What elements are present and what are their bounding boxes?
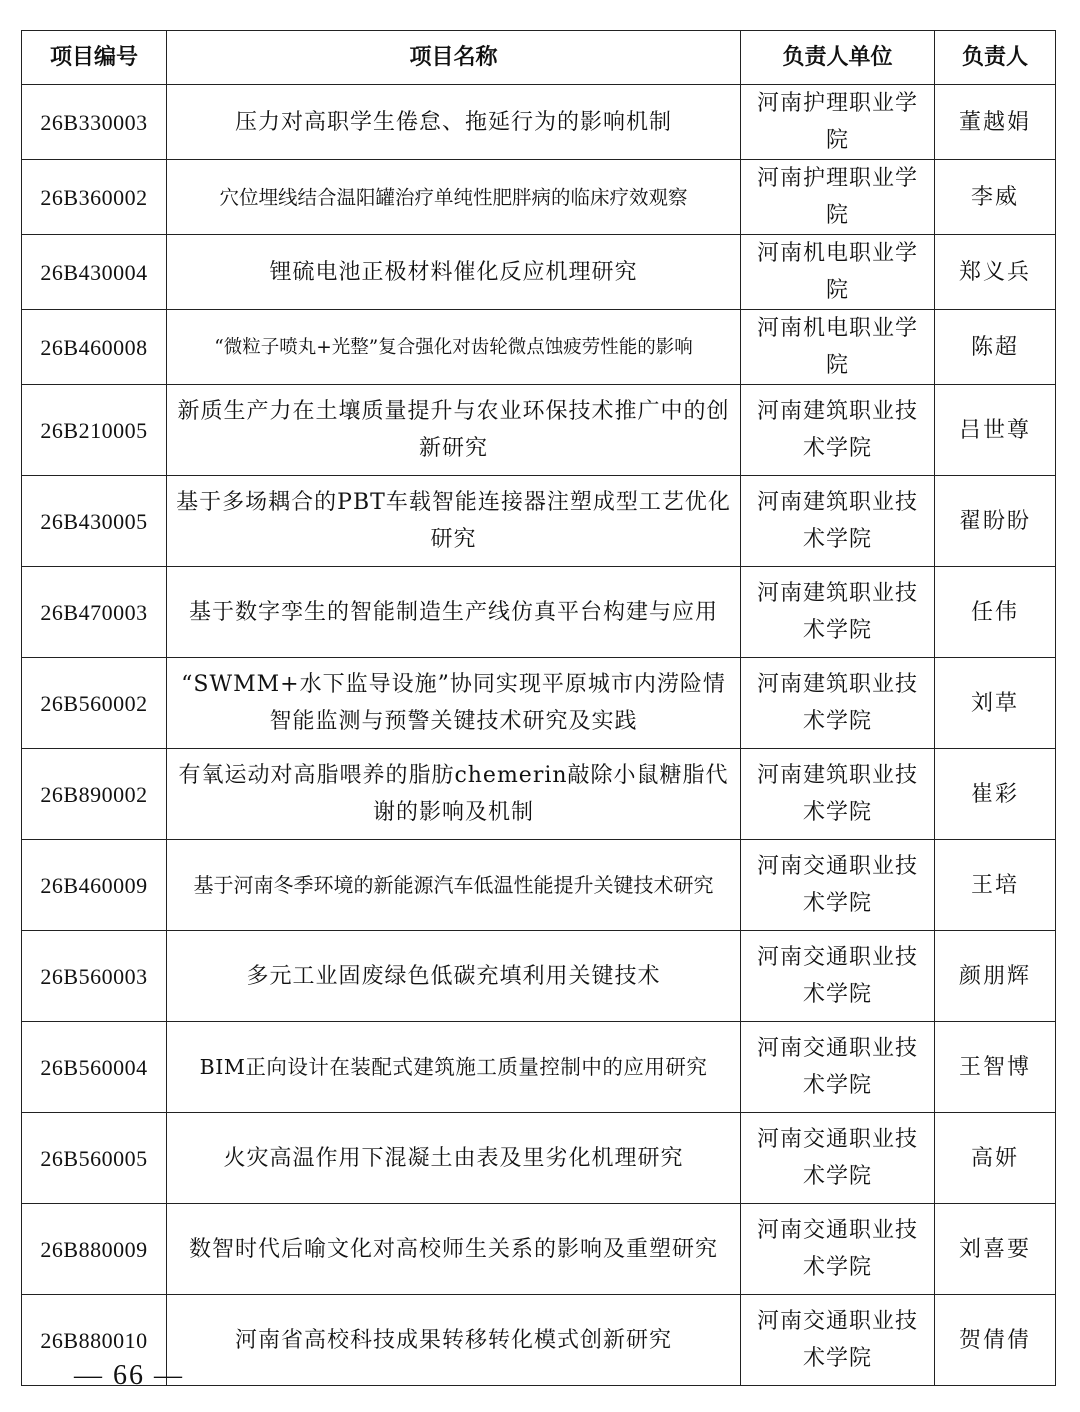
project-person: 高妍	[935, 1113, 1056, 1204]
project-person: 崔彩	[935, 749, 1056, 840]
project-unit: 河南机电职业学院	[741, 310, 935, 385]
project-name: 锂硫电池正极材料催化反应机理研究	[167, 235, 741, 310]
project-unit: 河南交通职业技术学院	[741, 1113, 935, 1204]
project-unit: 河南护理职业学院	[741, 160, 935, 235]
project-code: 26B460009	[22, 840, 167, 931]
project-person: 刘喜要	[935, 1204, 1056, 1295]
header-project-code: 项目编号	[22, 31, 167, 85]
header-person: 负责人	[935, 31, 1056, 85]
project-unit: 河南建筑职业技术学院	[741, 385, 935, 476]
project-person: 王培	[935, 840, 1056, 931]
project-code: 26B210005	[22, 385, 167, 476]
header-project-name: 项目名称	[167, 31, 741, 85]
project-unit: 河南建筑职业技术学院	[741, 567, 935, 658]
project-name: 穴位埋线结合温阳罐治疗单纯性肥胖病的临床疗效观察	[167, 160, 741, 235]
project-name: 多元工业固废绿色低碳充填利用关键技术	[167, 931, 741, 1022]
project-unit: 河南交通职业技术学院	[741, 931, 935, 1022]
project-person: 任伟	[935, 567, 1056, 658]
project-person: 吕世尊	[935, 385, 1056, 476]
project-code: 26B330003	[22, 85, 167, 160]
project-code: 26B430004	[22, 235, 167, 310]
table-row	[22, 1204, 1056, 1295]
table-row	[22, 160, 1056, 235]
project-name: 火灾高温作用下混凝土由表及里劣化机理研究	[167, 1113, 741, 1204]
project-code: 26B880010	[22, 1295, 167, 1386]
project-name: 基于多场耦合的PBT车载智能连接器注塑成型工艺优化研究	[167, 476, 741, 567]
project-unit: 河南交通职业技术学院	[741, 1295, 935, 1386]
project-code: 26B560004	[22, 1022, 167, 1113]
table-row	[22, 567, 1056, 658]
project-name: 基于数字孪生的智能制造生产线仿真平台构建与应用	[167, 567, 741, 658]
project-code: 26B560005	[22, 1113, 167, 1204]
project-name: “微粒子喷丸+光整”复合强化对齿轮微点蚀疲劳性能的影响	[167, 310, 741, 385]
table-row	[22, 1022, 1056, 1113]
project-code: 26B560003	[22, 931, 167, 1022]
project-unit: 河南建筑职业技术学院	[741, 476, 935, 567]
project-person: 颜朋辉	[935, 931, 1056, 1022]
project-person: 贺倩倩	[935, 1295, 1056, 1386]
table-row	[22, 385, 1056, 476]
project-unit: 河南交通职业技术学院	[741, 1022, 935, 1113]
table-row	[22, 85, 1056, 160]
project-person: 董越娟	[935, 85, 1056, 160]
page-number: — 66 —	[74, 1360, 184, 1391]
project-person: 郑义兵	[935, 235, 1056, 310]
project-table	[21, 30, 1056, 1386]
project-name: 有氧运动对高脂喂养的脂肪chemerin敲除小鼠糖脂代谢的影响及机制	[167, 749, 741, 840]
project-unit: 河南建筑职业技术学院	[741, 749, 935, 840]
project-unit: 河南交通职业技术学院	[741, 1204, 935, 1295]
project-name: “SWMM+水下监导设施”协同实现平原城市内涝险情智能监测与预警关键技术研究及实践	[167, 658, 741, 749]
project-person: 王智博	[935, 1022, 1056, 1113]
project-code: 26B430005	[22, 476, 167, 567]
table-row	[22, 235, 1056, 310]
project-unit: 河南建筑职业技术学院	[741, 658, 935, 749]
project-code: 26B560002	[22, 658, 167, 749]
project-unit: 河南交通职业技术学院	[741, 840, 935, 931]
project-person: 李威	[935, 160, 1056, 235]
header-unit: 负责人单位	[741, 31, 935, 85]
project-name: 基于河南冬季环境的新能源汽车低温性能提升关键技术研究	[167, 840, 741, 931]
project-person: 翟盼盼	[935, 476, 1056, 567]
table-row	[22, 1113, 1056, 1204]
project-name: BIM正向设计在装配式建筑施工质量控制中的应用研究	[167, 1022, 741, 1113]
table-row	[22, 840, 1056, 931]
project-unit: 河南机电职业学院	[741, 235, 935, 310]
project-code: 26B360002	[22, 160, 167, 235]
project-code: 26B890002	[22, 749, 167, 840]
project-name: 数智时代后喻文化对高校师生关系的影响及重塑研究	[167, 1204, 741, 1295]
project-code: 26B460008	[22, 310, 167, 385]
project-name: 压力对高职学生倦怠、拖延行为的影响机制	[167, 85, 741, 160]
table-row	[22, 749, 1056, 840]
table-row	[22, 658, 1056, 749]
project-code: 26B470003	[22, 567, 167, 658]
project-person: 陈超	[935, 310, 1056, 385]
table-row	[22, 476, 1056, 567]
project-unit: 河南护理职业学院	[741, 85, 935, 160]
project-name: 河南省高校科技成果转移转化模式创新研究	[167, 1295, 741, 1386]
table-row	[22, 931, 1056, 1022]
table-row	[22, 310, 1056, 385]
project-person: 刘草	[935, 658, 1056, 749]
project-code: 26B880009	[22, 1204, 167, 1295]
table-header-row	[22, 31, 1056, 85]
project-name: 新质生产力在土壤质量提升与农业环保技术推广中的创新研究	[167, 385, 741, 476]
